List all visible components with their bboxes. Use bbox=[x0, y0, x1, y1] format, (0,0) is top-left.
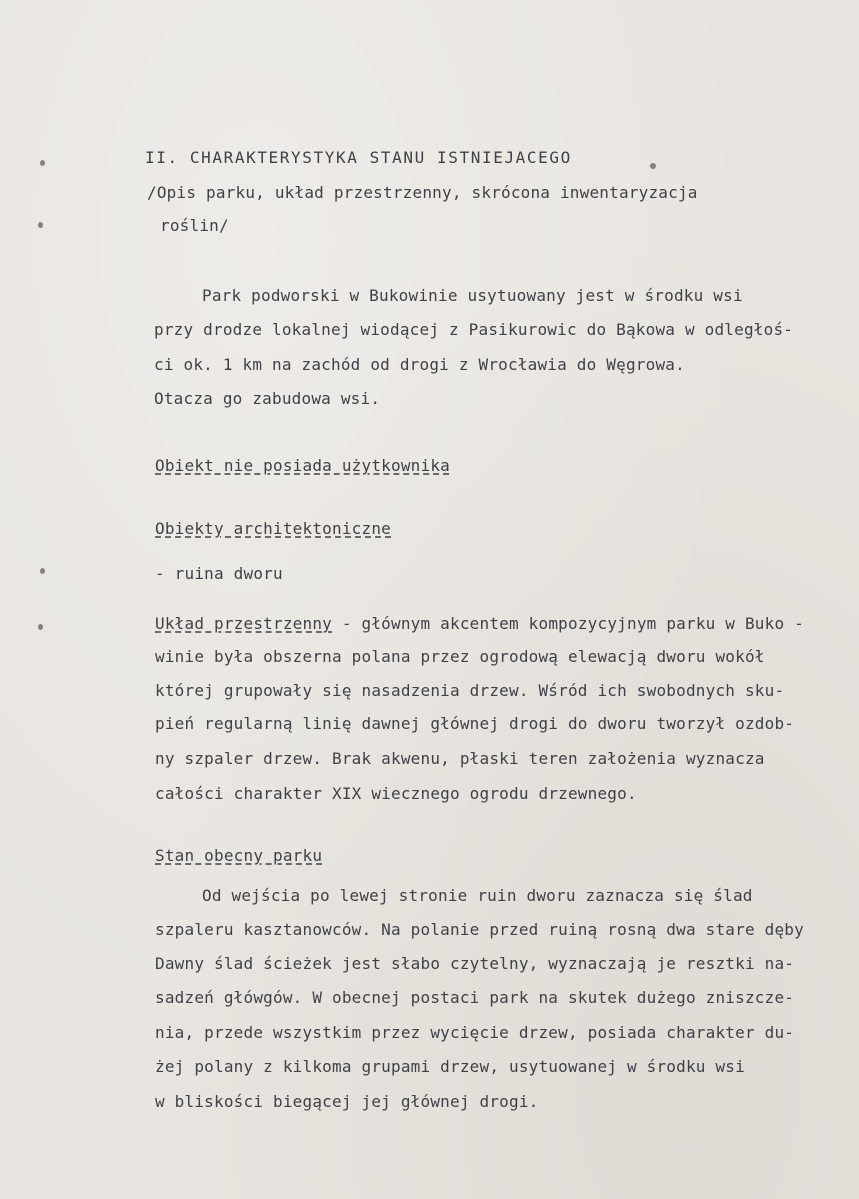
layout-line: całości charakter XIX wiecznego ogrodu drzewnego. bbox=[155, 784, 637, 803]
section-subheading: /Opis parku, układ przestrzenny, skrócona inwentaryzacja bbox=[147, 183, 698, 202]
layout-line: winie była obszerna polana przez ogrodową elewacją dworu wokół bbox=[155, 647, 765, 666]
architecture-section-title: Obiekty architektoniczne bbox=[155, 519, 391, 538]
punch-hole-mark bbox=[40, 568, 45, 574]
intro-line: przy drodze lokalnej wiodącej z Pasikurowic do Bąkowa w odległoś- bbox=[154, 320, 794, 339]
state-line: nia, przede wszystkim przez wycięcie drzew, posiada charakter du- bbox=[155, 1023, 795, 1042]
layout-section-title: Układ przestrzenny bbox=[155, 614, 332, 633]
layout-paragraph-first-line bbox=[155, 614, 804, 634]
punch-hole-mark bbox=[38, 624, 43, 630]
layout-line: której grupowały się nasadzenia drzew. Wśród ich swobodnych sku- bbox=[155, 681, 785, 700]
layout-line: pień regularną linię dawnej głównej drogi do dworu tworzył ozdob- bbox=[155, 714, 795, 733]
ink-spot bbox=[650, 163, 656, 169]
section-subheading-continued: roślin/ bbox=[160, 216, 229, 235]
punch-hole-mark bbox=[38, 222, 43, 228]
state-line: żej polany z kilkoma grupami drzew, usytuowanej w środku wsi bbox=[155, 1057, 745, 1076]
state-line: Od wejścia po lewej stronie ruin dworu zaznacza się ślad bbox=[202, 886, 753, 905]
state-line: Dawny ślad ścieżek jest słabo czytelny, wyznaczają je resztki na- bbox=[155, 954, 795, 973]
intro-line: Park podworski w Bukowinie usytuowany jest w środku wsi bbox=[202, 286, 743, 305]
section-heading: II. CHARAKTERYSTYKA STANU ISTNIEJACEGO bbox=[145, 148, 572, 167]
punch-hole-mark bbox=[40, 160, 45, 166]
architecture-item: - ruina dworu bbox=[155, 564, 283, 583]
intro-line: Otacza go zabudowa wsi. bbox=[154, 389, 381, 408]
state-section-title: Stan obecny parku bbox=[155, 846, 323, 865]
intro-line: ci ok. 1 km na zachód od drogi z Wrocławia do Węgrowa. bbox=[154, 355, 685, 374]
state-line: sadzeń główgów. W obecnej postaci park na skutek dużego zniszcze- bbox=[155, 988, 795, 1007]
layout-line: ny szpaler drzew. Brak akwenu, płaski teren założenia wyznacza bbox=[155, 749, 765, 768]
state-line: w bliskości biegącej jej głównej drogi. bbox=[155, 1092, 539, 1111]
state-line: szpaleru kasztanowców. Na polanie przed ruiną rosną dwa stare dęby bbox=[155, 920, 804, 939]
owner-section-title: Obiekt nie posiada użytkownika bbox=[155, 456, 450, 475]
layout-first-line-text: - głównym akcentem kompozycyjnym parku w Buko - bbox=[332, 614, 804, 633]
